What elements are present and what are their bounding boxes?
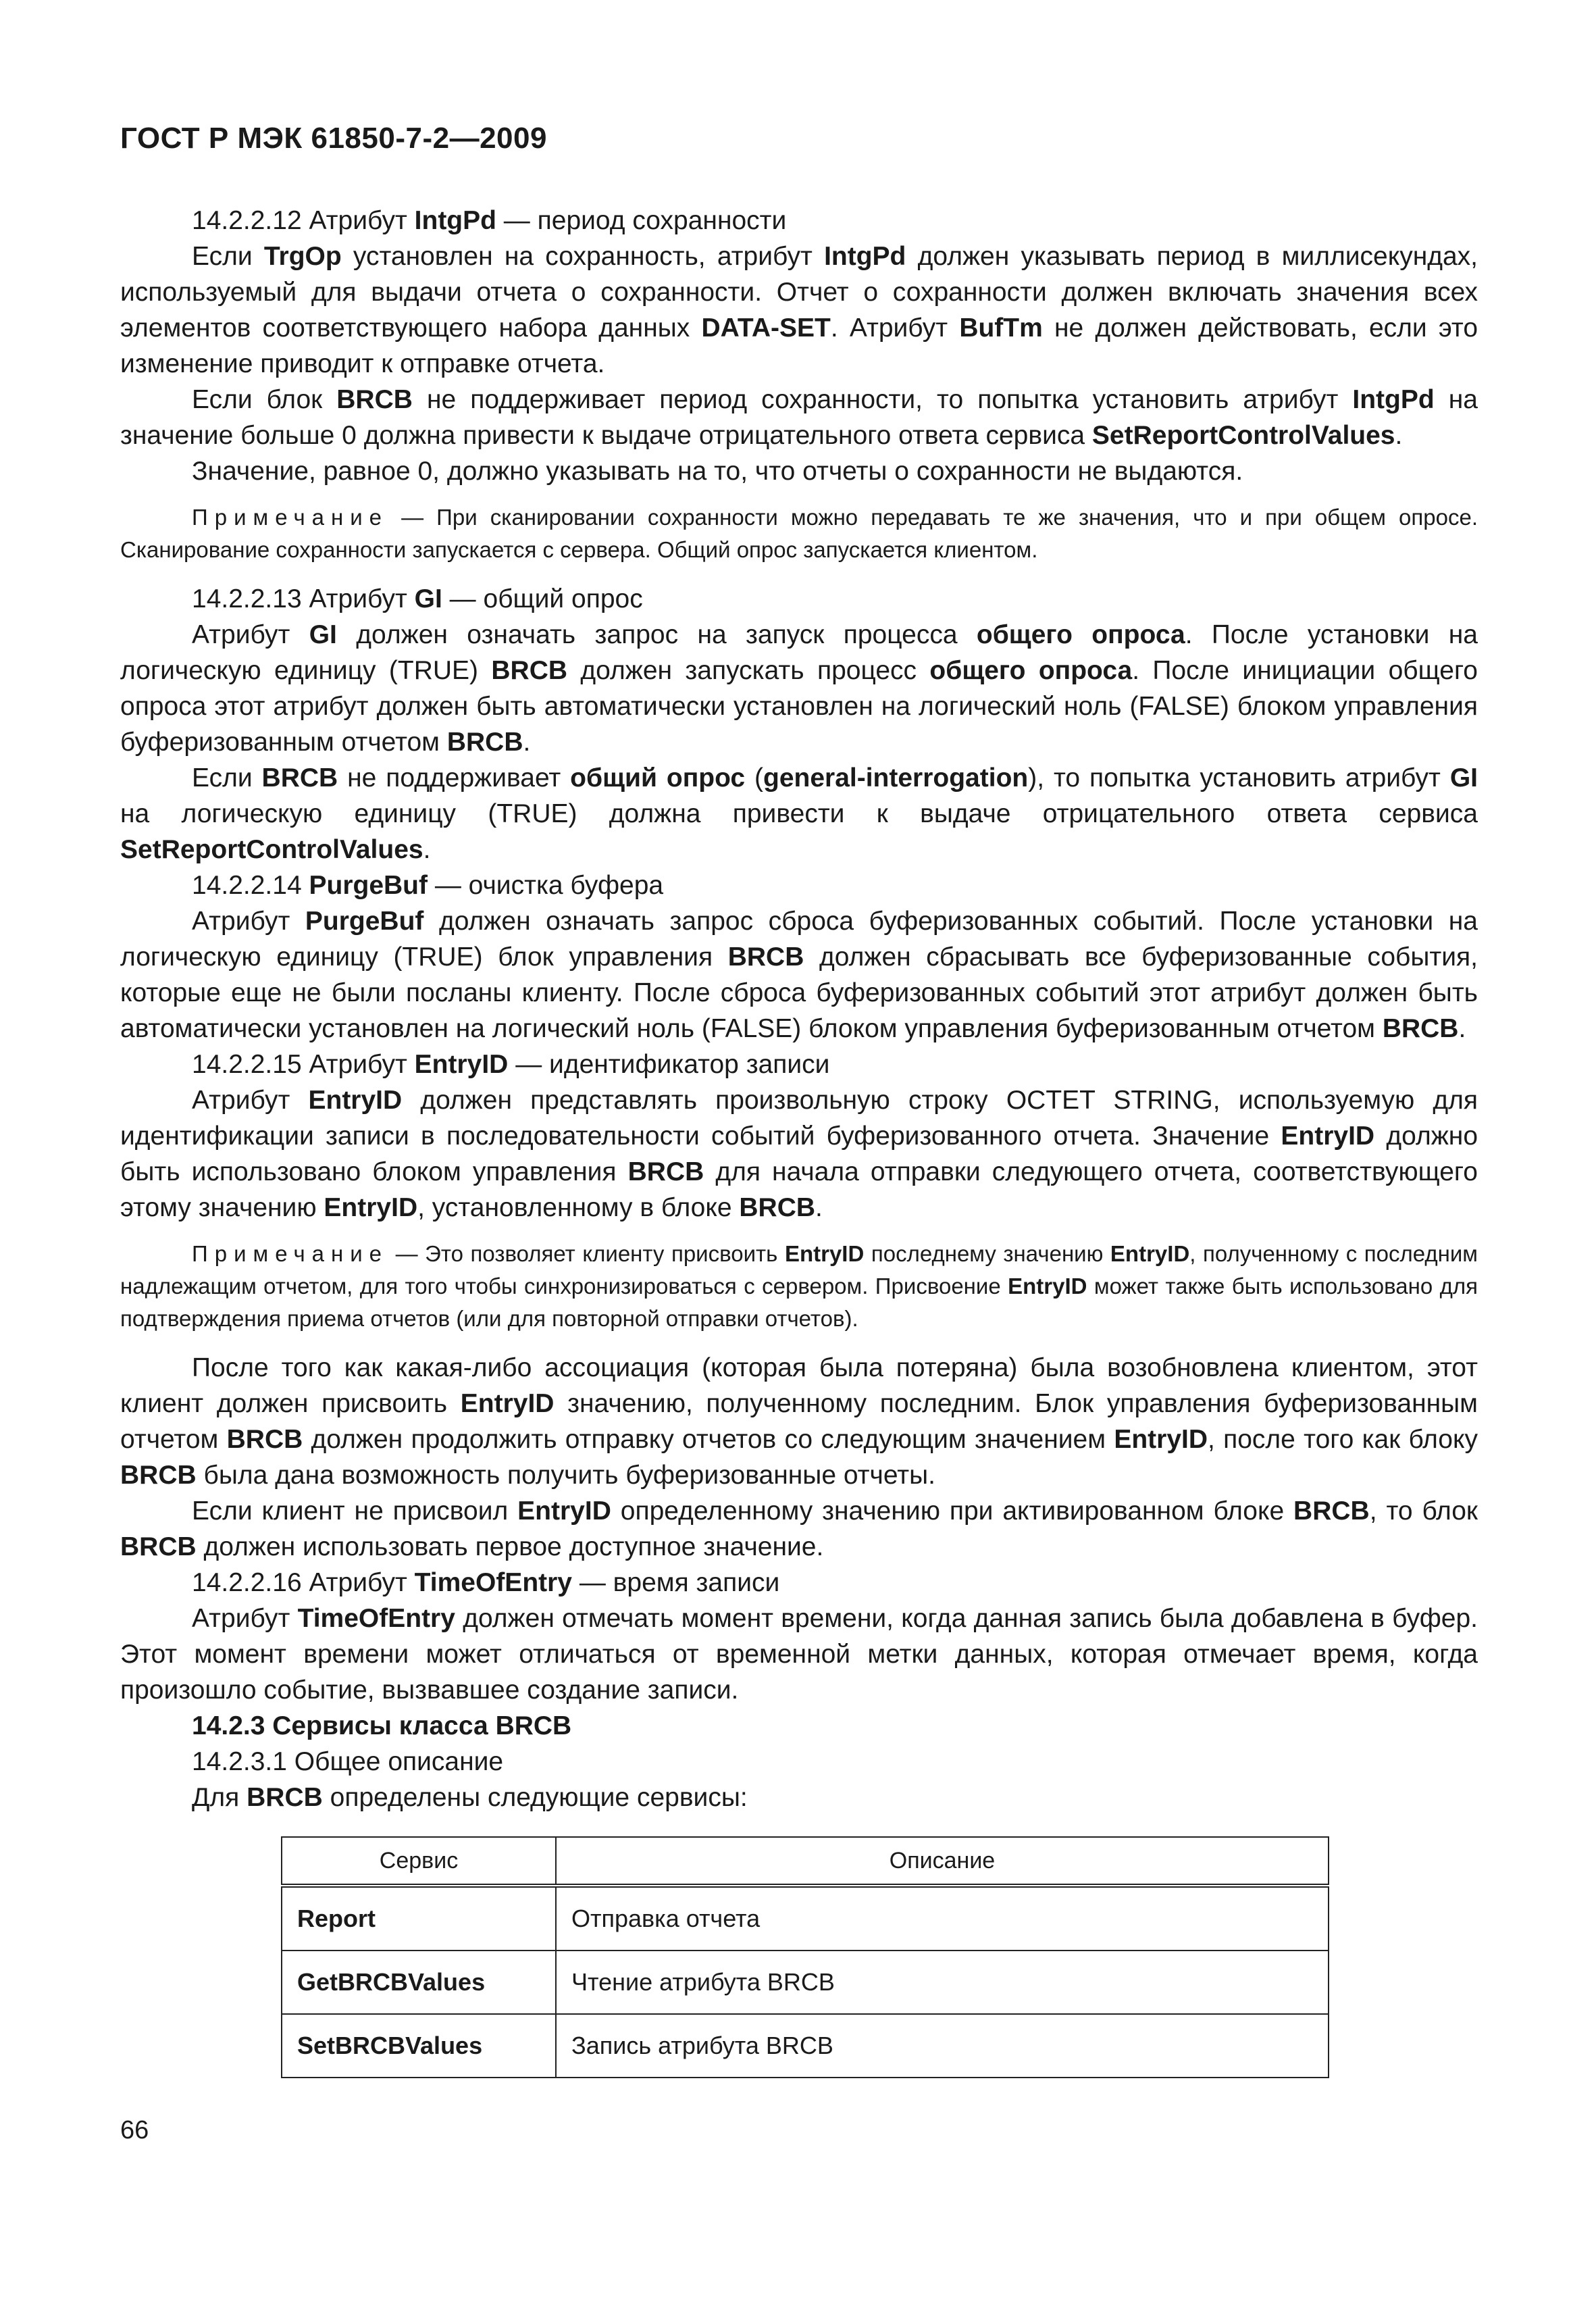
services-table <box>281 1836 1329 2078</box>
paragraph: Для BRCB определены следующие сервисы: <box>192 1783 748 1812</box>
table-header-description: Описание <box>556 1837 1329 1886</box>
paragraph: Атрибут TimeOfEntry должен отмечать момент времени, когда данная запись была добавлена в буфер. Этот момент времени может отличаться от временной метки данных, которая отмечает время, когда произошло событие, вызвавшее создание записи. <box>120 1604 1478 1705</box>
section-heading-services: 14.2.3 Сервисы класса BRCB <box>192 1711 572 1740</box>
paragraph: Если блок BRCB не поддерживает период сохранности, то попытка установить атрибут IntgPd на значение больше 0 должна привести к выдаче отрицательного ответа сервиса SetReportControlValues. <box>120 385 1478 450</box>
table-cell-service: SetBRCBValues <box>282 2014 556 2078</box>
table-row <box>282 2014 1329 2078</box>
section-heading-gi: 14.2.2.13 Атрибут GI — общий опрос <box>192 584 643 613</box>
section-heading-intgpd: 14.2.2.12 Атрибут IntgPd — период сохранности <box>192 206 787 235</box>
note: Примечание — При сканировании сохранности можно передавать те же значения, что и при общем опросе. Сканирование сохранности запускается с сервера. Общий опрос запускается клиентом. <box>120 505 1478 562</box>
table-cell-description: Запись атрибута BRCB <box>556 2014 1329 2078</box>
document-header: ГОСТ Р МЭК 61850-7-2—2009 <box>120 122 547 155</box>
table-cell-description: Отправка отчета <box>556 1886 1329 1951</box>
section-heading-purgebuf: 14.2.2.14 PurgeBuf — очистка буфера <box>192 871 664 900</box>
paragraph: После того как какая-либо ассоциация (которая была потеряна) была возобновлена клиентом, этот клиент должен присвоить EntryID значению, полученному последним. Блок управления буферизованным отчетом BRCB должен продолжить отправку отчетов со следующим значением EntryID, после того как блоку BRCB была дана возможность получить буферизованные отчеты. <box>120 1353 1478 1490</box>
note: Примечание — Это позволяет клиенту присвоить EntryID последнему значению EntryID, полученному с последним надлежащим отчетом, для того чтобы синхронизироваться с сервером. Присвоение EntryID может также быть использовано для подтверждения приема отчетов (или для повторной отправки отчетов). <box>120 1241 1478 1331</box>
section-heading-entryid: 14.2.2.15 Атрибут EntryID — идентификатор записи <box>192 1050 830 1079</box>
table-cell-service: GetBRCBValues <box>282 1951 556 2014</box>
paragraph: Если TrgOp установлен на сохранность, атрибут IntgPd должен указывать период в миллисекундах, используемый для выдачи отчета о сохранности. Отчет о сохранности должен включать значения всех элементов соответствующего набора данных DATA-SET. Атрибут BufTm не должен действовать, если это изменение приводит к отправке отчета. <box>120 242 1478 378</box>
table-cell-service: Report <box>282 1886 556 1951</box>
table-row <box>282 1951 1329 2014</box>
paragraph: Значение, равное 0, должно указывать на то, что отчеты о сохранности не выдаются. <box>192 457 1243 486</box>
page-number: 66 <box>120 2116 149 2144</box>
table-header-service: Сервис <box>282 1837 556 1886</box>
section-heading-general: 14.2.3.1 Общее описание <box>192 1747 504 1776</box>
paragraph: Если клиент не присвоил EntryID определенному значению при активированном блоке BRCB, то блок BRCB должен использовать первое доступное значение. <box>120 1496 1478 1561</box>
section-heading-timeofentry: 14.2.2.16 Атрибут TimeOfEntry — время записи <box>192 1568 780 1597</box>
paragraph: Атрибут PurgeBuf должен означать запрос сброса буферизованных событий. После установки на логическую единицу (TRUE) блок управления BRCB должен сбрасывать все буферизованные события, которые еще не были посланы клиенту. После сброса буферизованных событий этот атрибут должен быть автоматически установлен на логический ноль (FALSE) блоком управления буферизованным отчетом BRCB. <box>120 907 1478 1043</box>
paragraph: Если BRCB не поддерживает общий опрос (general-interrogation), то попытка установить атрибут GI на логическую единицу (TRUE) должна привести к выдаче отрицательного ответа сервиса SetReportControlValues. <box>120 763 1478 864</box>
table-cell-description: Чтение атрибута BRCB <box>556 1951 1329 2014</box>
document-body <box>120 203 1478 1815</box>
table-row <box>282 1886 1329 1951</box>
table-header-row <box>282 1837 1329 1886</box>
paragraph: Атрибут EntryID должен представлять произвольную строку OCTET STRING, используемую для идентификации записи в последовательности событий буферизованного отчета. Значение EntryID должно быть использовано блоком управления BRCB для начала отправки следующего отчета, соответствующего этому значению EntryID, установленному в блоке BRCB. <box>120 1086 1478 1222</box>
paragraph: Атрибут GI должен означать запрос на запуск процесса общего опроса. После установки на логическую единицу (TRUE) BRCB должен запускать процесс общего опроса. После инициации общего опроса этот атрибут должен быть автоматически установлен на логический ноль (FALSE) блоком управления буферизованным отчетом BRCB. <box>120 620 1478 757</box>
